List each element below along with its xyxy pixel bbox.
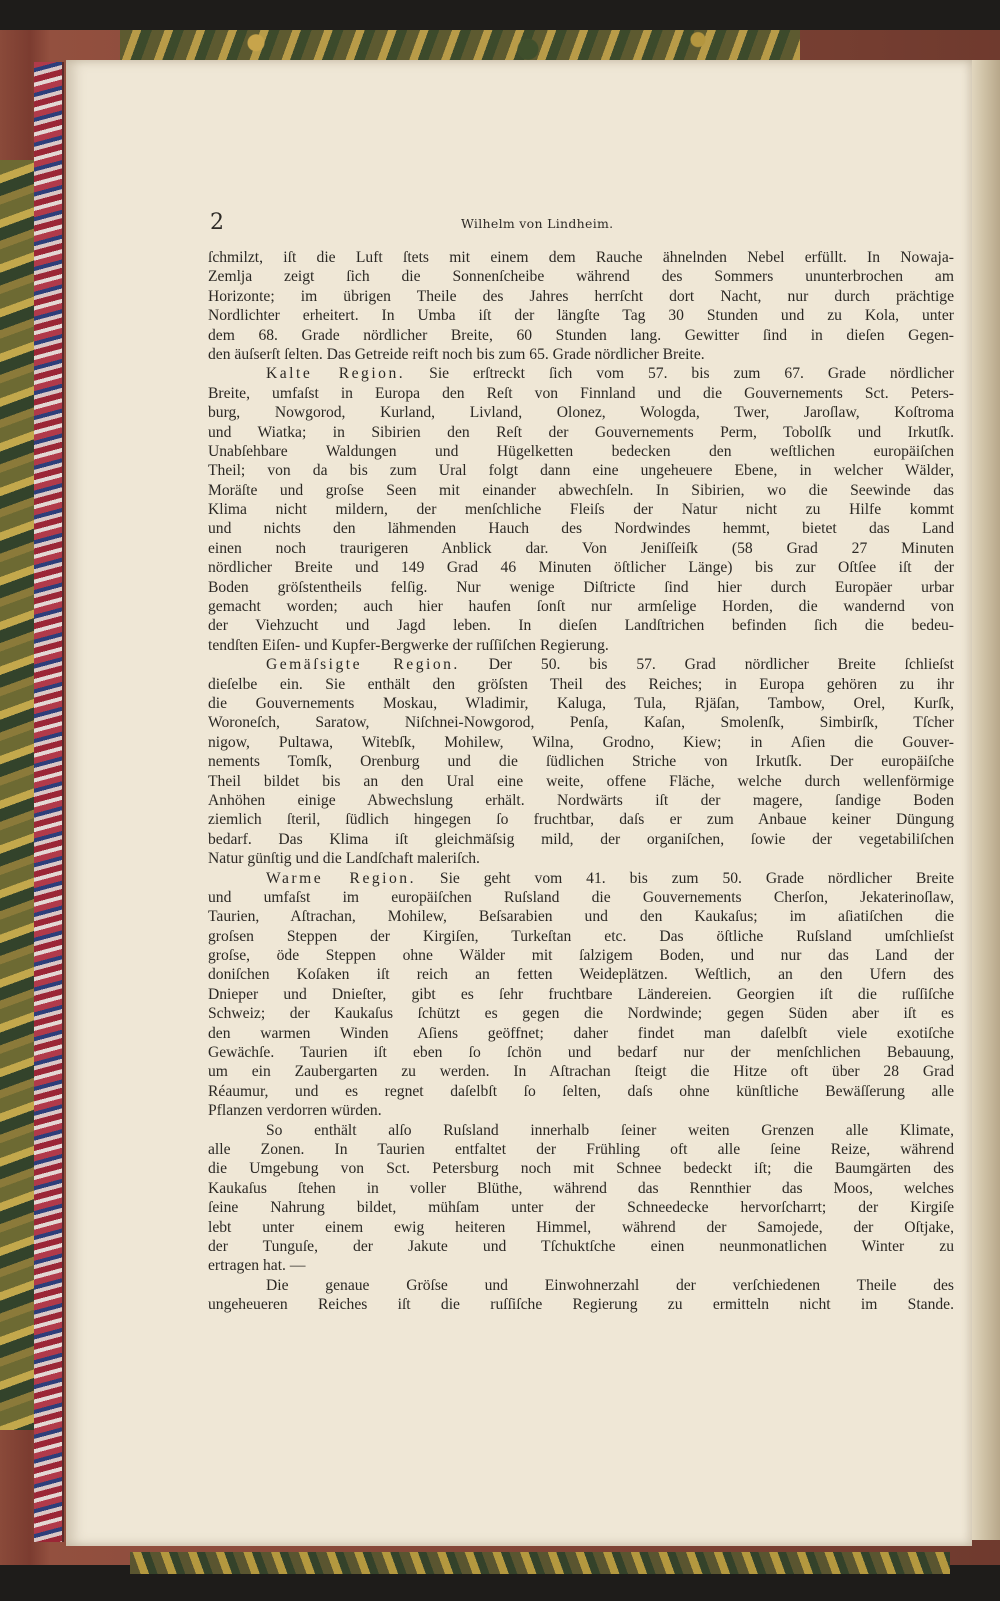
body-text: [208, 248, 954, 1314]
text-line: [208, 616, 954, 635]
text-line: [208, 1159, 954, 1178]
text-line: [208, 1256, 954, 1275]
text-line: [208, 1179, 954, 1198]
text-line: [208, 461, 954, 480]
text-line: [208, 1082, 954, 1101]
line-text: lebt unter einem ewig heiteren Himmel, während der Samojede, der Oſtjake,: [208, 1218, 954, 1236]
text-line: [208, 519, 954, 538]
book-page: [66, 60, 972, 1546]
line-text: So enthält alſo Ruſsland innerhalb ſeiner weiten Grenzen alle Klimate,: [266, 1121, 954, 1139]
text-line: [208, 1218, 954, 1237]
line-text: um ein Zaubergarten zu werden. In Aſtrachan ſteigt die Hitze oft über 28 Grad: [208, 1063, 954, 1081]
line-text: Die genaue Gröſse und Einwohnerzahl der verſchiedenen Theile des: [266, 1276, 954, 1294]
text-line: [208, 558, 954, 577]
text-line: [208, 946, 954, 965]
text-line: [208, 345, 954, 364]
line-text: den warmen Winden Aſiens geöffnet; daher findet man daſelbſt viele exotiſche: [208, 1024, 954, 1042]
line-text: Theil bildet bis an den Ural eine weite, offene Fläche, welche durch wellenförmige: [208, 772, 954, 790]
line-text: Zemlja zeigt ſich die Sonnenſcheibe während des Sommers ununterbrochen am: [208, 268, 954, 286]
text-line: [208, 364, 954, 383]
text-line: [208, 675, 954, 694]
text-line: [208, 539, 954, 558]
text-line: [208, 772, 954, 791]
line-text: die Gouvernements Moskau, Wladimir, Kaluga, Tula, Rjäſan, Tambow, Orel, Kurſk,: [208, 694, 954, 712]
text-line: [208, 1062, 954, 1081]
text-line: [208, 1121, 954, 1140]
line-text: nements Tomſk, Orenburg und die ſüdlichen Striche von Irkutſk. Der europäiſche: [208, 753, 954, 771]
line-text: gemacht worden; auch hier haufen ſonſt nur armſelige Horden, die wandernd von: [208, 598, 954, 616]
marbled-page-edge: [34, 62, 64, 1542]
line-text: Unabſehbare Waldungen und Hügelketten bedecken den weſtlichen europäiſchen: [208, 442, 954, 460]
line-text: einen noch traurigeren Anblick dar. Von Jeniſſeiſk (58 Grad 27 Minuten: [208, 539, 954, 557]
text-line: [208, 985, 954, 1004]
line-text: ziemlich ſteril, ſüdlich hingegen ſo fruchtbar, daſs er zum Anbaue keiner Düngung: [208, 811, 954, 829]
text-line: [208, 694, 954, 713]
line-text: Schweiz; der Kaukaſus ſchützt es gegen die Nordwinde; gegen Süden aber iſt es: [208, 1005, 954, 1023]
text-line: [208, 326, 954, 345]
text-line: [208, 713, 954, 732]
line-text: Kaukaſus ſtehen in voller Blüthe, während das Rennthier das Moos, welches: [208, 1179, 954, 1197]
text-line: [208, 287, 954, 306]
line-text: groſsen Steppen der Kirgiſen, Turkeſtan etc. Das öſtliche Ruſsland umſchlieſst: [208, 927, 954, 945]
line-text: Woroneſch, Saratow, Niſchnei-Nowgorod, Penſa, Kaſan, Smolenſk, Simbirſk, Tſcher: [208, 714, 954, 732]
text-line: [208, 1101, 954, 1120]
text-line: [208, 1043, 954, 1062]
line-text: Sie geht vom 41. bis zum 50. Grade nördlicher Breite: [416, 869, 954, 887]
text-line: [208, 927, 954, 946]
line-text: tendſten Eiſen- und Kupfer-Bergwerke der ruſſiſchen Regierung.: [208, 636, 609, 654]
text-line: [208, 849, 954, 868]
section-heading: Warme Region.: [266, 869, 416, 887]
line-text: ſchmilzt, iſt die Luft ſtets mit einem dem Rauche ähnelnden Nebel erfüllt. In Nowaja-: [208, 249, 954, 266]
line-text: Sie erſtreckt ſich vom 57. bis zum 67. Grade nördlicher: [405, 365, 954, 383]
line-text: Dnieper und Dnieſter, gibt es ſehr fruchtbare Ländereien. Georgien iſt die ruſſiſche: [208, 985, 954, 1003]
line-text: Theil; von da bis zum Ural folgt dann eine ungeheuere Ebene, in welcher Wälder,: [208, 462, 954, 480]
text-line: [208, 500, 954, 519]
text-line: [208, 752, 954, 771]
text-line: [208, 869, 954, 888]
text-line: [208, 1198, 954, 1217]
line-text: und Wiatka; in Sibirien den Reſt der Gouvernements Perm, Tobolſk und Irkutſk.: [208, 423, 954, 441]
line-text: Nordlichter erheitert. In Umba iſt der längſte Tag 30 Stunden und zu Kola, unter: [208, 307, 954, 325]
text-line: [208, 1276, 954, 1295]
line-text: groſse, öde Steppen ohne Wälder mit ſalzigem Boden, und nur das Land der: [208, 947, 954, 965]
text-line: [208, 248, 954, 267]
text-line: [208, 791, 954, 810]
text-line: [208, 403, 954, 422]
line-text: doniſchen Koſaken iſt reich an fetten Weideplätzen. Weſtlich, an den Ufern des: [208, 966, 954, 984]
line-text: alle Zonen. In Taurien entfaltet der Frühling oft alle ſeine Reize, während: [208, 1140, 954, 1158]
text-line: [208, 1295, 954, 1314]
line-text: und nichts den lähmenden Hauch des Nordwindes hemmt, bietet das Land: [208, 520, 954, 538]
page-number: 2: [210, 210, 224, 235]
line-text: Pflanzen verdorren würden.: [208, 1102, 382, 1120]
line-text: dieſelbe ein. Sie enthält den gröſsten Theil des Reiches; in Europa gehören zu ihr: [208, 675, 954, 693]
line-text: nördlicher Breite und 149 Grad 46 Minuten öſtlicher Länge) bis zur Oſtſee iſt der: [208, 559, 954, 577]
line-text: Natur günſtig und die Landſchaft maleriſch.: [208, 850, 480, 868]
text-line: [208, 907, 954, 926]
text-line: [208, 636, 954, 655]
marbled-endpaper-bottom: [130, 1552, 950, 1574]
line-text: dem 68. Grade nördlicher Breite, 60 Stunden lang. Gewitter ſind in dieſen Gegen-: [208, 326, 954, 344]
text-line: [208, 733, 954, 752]
line-text: burg, Nowgorod, Kurland, Livland, Olonez, Wologda, Twer, Jaroſlaw, Koſtroma: [208, 404, 954, 422]
line-text: den äuſserſt ſelten. Das Getreide reift noch bis zum 65. Grade nördlicher Breite.: [208, 345, 705, 363]
text-line: [208, 888, 954, 907]
text-line: [208, 423, 954, 442]
line-text: der Viehzucht und Jagd leben. In dieſen Landſtrichen befinden ſich die bedeu-: [208, 617, 954, 635]
line-text: Boden gröſstentheils felſig. Nur wenige Diſtricte ſind hier durch Europäer urbar: [208, 578, 954, 596]
line-text: der Tunguſe, der Jakute und Tſchuktſche einen neunmonatlichen Winter zu: [208, 1237, 954, 1255]
line-text: ſeine Nahrung bildet, mühſam unter der Schneedecke hervorſcharrt; der Kirgiſe: [208, 1199, 954, 1217]
text-line: [208, 965, 954, 984]
text-line: [208, 655, 954, 674]
section-heading: Gemäſsigte Region.: [266, 656, 460, 674]
text-line: [208, 1004, 954, 1023]
line-text: Breite, umfaſst in Europa den Reſt von Finnland und die Gouvernements Sct. Peters-: [208, 384, 954, 402]
line-text: ertragen hat. —: [208, 1257, 306, 1275]
running-head: Wilhelm von Lindheim.: [461, 216, 614, 231]
line-text: Horizonte; im übrigen Theile des Jahres herrſcht dort Nacht, nur durch prächtige: [208, 287, 954, 305]
line-text: Gewächſe. Taurien iſt eben ſo ſchön und bedarf nur der menſchlichen Bebauung,: [208, 1044, 954, 1062]
line-text: Taurien, Aſtrachan, Mohilew, Beſsarabien und den Kaukaſus; im aſiatiſchen die: [208, 908, 954, 926]
line-text: Der 50. bis 57. Grad nördlicher Breite ſchlieſst: [459, 656, 954, 674]
text-line: [208, 1237, 954, 1256]
text-line: [208, 442, 954, 461]
marbled-endpaper-left: [0, 160, 38, 1430]
text-line: [208, 1140, 954, 1159]
line-text: die Umgebung von Sct. Petersburg noch mit Schnee bedeckt iſt; die Baumgärten des: [208, 1160, 954, 1178]
text-line: [208, 384, 954, 403]
text-line: [208, 1024, 954, 1043]
line-text: Moräſte und groſse Seen mit einander abwechſeln. In Sibirien, wo die Seewinde das: [208, 481, 954, 499]
marbled-endpaper-top: [120, 30, 800, 62]
page-stack-edge: [968, 60, 1000, 1540]
section-heading: Kalte Region.: [266, 365, 406, 383]
line-text: ungeheueren Reiches iſt die ruſſiſche Regierung zu ermitteln nicht im Stande.: [208, 1296, 954, 1314]
line-text: Anhöhen einige Abwechslung erhält. Nordwärts iſt der magere, ſandige Boden: [208, 791, 954, 809]
text-line: [208, 306, 954, 325]
text-line: [208, 267, 954, 286]
text-line: [208, 578, 954, 597]
text-line: [208, 597, 954, 616]
line-text: bedarf. Das Klima iſt gleichmäſsig mild, der organiſchen, ſowie der vegetabiliſchen: [208, 830, 954, 848]
line-text: Klima nicht mildern, der menſchliche Fleiſs der Natur nicht zu Hilfe kommt: [208, 501, 954, 519]
text-line: [208, 830, 954, 849]
line-text: nigow, Pultawa, Witebſk, Mohilew, Wilna, Grodno, Kiew; in Aſien die Gouver-: [208, 733, 954, 751]
text-line: [208, 481, 954, 500]
line-text: und umfaſst im europäiſchen Ruſsland die Gouvernements Cherſon, Jekaterinoſlaw,: [208, 888, 954, 906]
text-line: [208, 810, 954, 829]
line-text: Réaumur, und es regnet daſelbſt ſo ſelten, daſs ohne künſtliche Bewäſſerung alle: [208, 1082, 954, 1100]
